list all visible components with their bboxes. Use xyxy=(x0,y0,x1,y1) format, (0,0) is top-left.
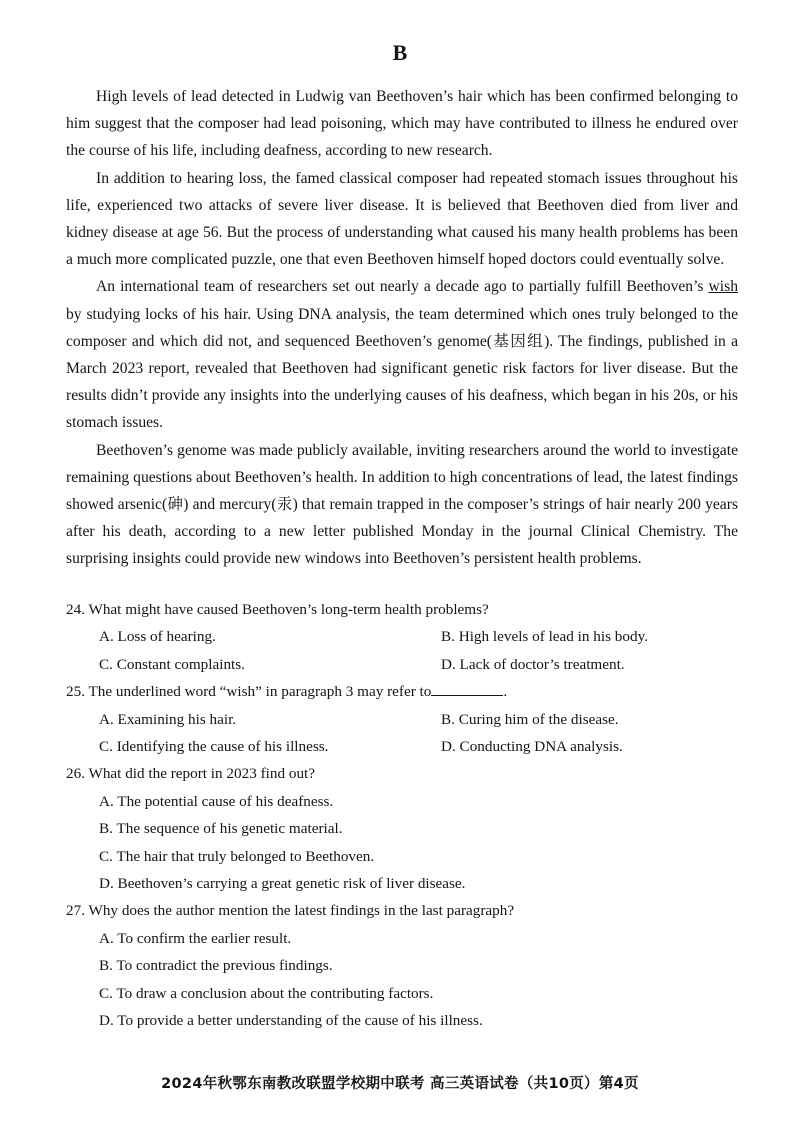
option-25-c: C. Identifying the cause of his illness. xyxy=(99,738,329,756)
question-27-stem: 27. Why does the author mention the latest findings in the last paragraph? xyxy=(66,902,515,920)
underlined-word-wish: wish xyxy=(708,278,738,296)
paragraph-1: High levels of lead detected in Ludwig van Beethoven’s hair which has been confirmed belonging to him suggest that the composer had lead poisoning, which may have contributed to illness he endured over the course of his life, including deafness, according to new research. xyxy=(66,88,738,160)
question-25-stem-line xyxy=(66,678,746,705)
option-26-d: D. Beethoven’s carrying a great genetic risk of liver disease. xyxy=(99,875,466,893)
question-list xyxy=(66,596,746,1035)
option-25-b: B. Curing him of the disease. xyxy=(441,710,619,728)
option-26-a: A. The potential cause of his deafness. xyxy=(99,792,334,810)
option-24-c: C. Constant complaints. xyxy=(99,655,245,673)
question-26-stem: 26. What did the report in 2023 find out? xyxy=(66,765,315,783)
question-26-options xyxy=(66,788,746,898)
option-27-a: A. To confirm the earlier result. xyxy=(99,929,292,947)
option-27-d: D. To provide a better understanding of the cause of his illness. xyxy=(99,1012,483,1030)
reading-passage xyxy=(66,83,738,573)
question-24-stem: 24. What might have caused Beethoven’s long-term health problems? xyxy=(66,601,489,618)
question-25 xyxy=(66,678,746,760)
question-24-options xyxy=(66,623,746,678)
question-25-stem: 25. The underlined word “wish” in paragraph 3 may refer to xyxy=(66,683,432,701)
question-25-options xyxy=(66,706,746,761)
section-heading: B xyxy=(392,40,408,65)
option-27-c: C. To draw a conclusion about the contributing factors. xyxy=(99,984,434,1002)
paragraph-4: Beethoven’s genome was made publicly available, inviting researchers around the world to investigate remaining questions about Beethoven’s health. In addition to high concentrations of lead, the latest findings showed arsenic(砷) and mercury(汞) that remain trapped in the composer’s strings of hair nearly 200 years after his death, according to a new letter published Monday in the journal Clinical Chemistry. The surprising insights could provide new windows into Beethoven’s persistent health problems. xyxy=(66,441,738,568)
page-footer: 2024年秋鄂东南教改联盟学校期中联考 高三英语试卷（共10页）第4页 xyxy=(161,1076,639,1092)
paragraph-3-text-end: by studying locks of his hair. Using DNA analysis, the team determined which ones truly belonged to the composer and which did not, and sequenced Beethoven’s genome(基因组). The findings, published in a March 2023 report, revealed that Beethoven had significant genetic risk factors for liver disease. But the results didn’t provide any insights into the underlying causes of his deafness, which began in his 20s, or his stomach issues. xyxy=(66,305,738,432)
question-25-stem-end: . xyxy=(503,683,508,701)
option-27-b: B. To contradict the previous findings. xyxy=(99,957,333,975)
option-24-a: A. Loss of hearing. xyxy=(99,628,216,646)
option-24-b: B. High levels of lead in his body. xyxy=(441,628,648,646)
option-26-b: B. The sequence of his genetic material. xyxy=(99,820,343,838)
paragraph-3 xyxy=(66,273,738,436)
paragraph-3-text-start: An international team of researchers set out nearly a decade ago to partially fulfill Beethoven’s xyxy=(96,278,709,296)
question-27 xyxy=(66,897,746,1034)
option-24-d: D. Lack of doctor’s treatment. xyxy=(441,655,625,673)
option-25-d: D. Conducting DNA analysis. xyxy=(441,738,623,756)
question-27-options xyxy=(66,925,746,1035)
answer-blank xyxy=(431,681,503,696)
question-24 xyxy=(66,596,746,678)
paragraph-2: In addition to hearing loss, the famed classical composer had repeated stomach issues throughout his life, experienced two attacks of severe liver disease. It is believed that Beethoven died from liver and kidney disease at age 56. But the process of understanding what caused his many health problems has been a much more complicated puzzle, one that even Beethoven himself hoped doctors could eventually solve. xyxy=(66,169,738,269)
option-25-a: A. Examining his hair. xyxy=(99,710,237,728)
question-26 xyxy=(66,760,746,897)
option-26-c: C. The hair that truly belonged to Beethoven. xyxy=(99,847,375,865)
